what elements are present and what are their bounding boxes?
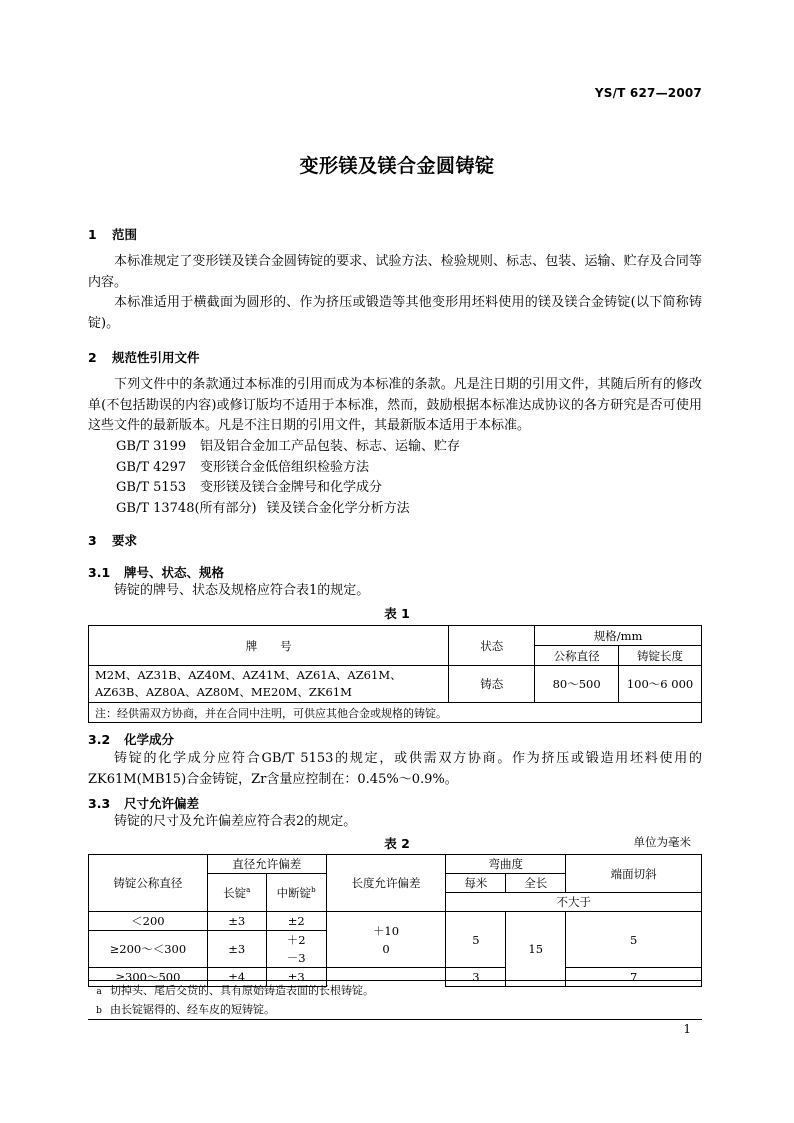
section-title: 尺寸允许偏差: [124, 796, 200, 811]
section-number: 1: [88, 227, 97, 242]
table-2-cell-long: ±3: [207, 931, 266, 968]
table-2-cell-bend-full: 15: [506, 912, 566, 987]
table-2-footnotes: [88, 981, 374, 1019]
table-1-cell-temper: 铸态: [449, 666, 535, 703]
table-2-cell-mid: ±3: [266, 968, 326, 987]
section-number: 2: [88, 350, 97, 365]
table-2: [88, 854, 702, 987]
table-2-cell-nominal: ≥200～＜300: [89, 931, 208, 968]
table-2-cell-slant: 7: [566, 968, 702, 987]
paragraph: 本标准适用于横截面为圆形的、作为挤压或锻造等其他变形用坯料使用的镁及镁合金铸锭(以下简称铸锭)。: [88, 295, 702, 331]
table-2-header-end-slant: 端面切斜: [566, 855, 702, 893]
table-2-cell-nominal: ≥300～500: [89, 968, 208, 987]
section-1-body: [88, 252, 702, 334]
footnote-mark: b: [311, 885, 316, 894]
table-2-cell-mid-plus: ＋2: [266, 931, 326, 950]
table-2-cell-nominal: ＜200: [89, 912, 208, 931]
table-1-header-spec: 规格/mm: [535, 626, 702, 646]
section-number: 3.2: [88, 732, 111, 747]
table-2-header-bend: 弯曲度: [446, 855, 566, 874]
section-3-2-body: [88, 749, 702, 790]
footnote-bottom-rule: [88, 1019, 702, 1020]
reference-title: 变形镁及镁合金牌号和化学成分: [200, 480, 383, 495]
table-2-header-not-more: 不大于: [446, 893, 702, 912]
table-2-header-length-tol: 长度允许偏差: [326, 855, 446, 912]
table-1-header-temper: 状态: [449, 626, 535, 666]
section-3-heading: [88, 531, 137, 549]
section-1-heading: [88, 225, 137, 243]
footnote-mark: b: [96, 1006, 102, 1016]
paragraph: 本标准规定了变形镁及镁合金圆铸锭的要求、试验方法、检验规则、标志、包装、运输、贮存及合同等内容。: [88, 254, 702, 290]
length-tol-zero: 0: [382, 941, 390, 956]
table-2-header-long-ingot: [207, 874, 266, 912]
reference-code: GB/T 5153: [116, 480, 187, 495]
table-2-cell-bend-per-m: 3: [446, 968, 506, 987]
table-1-header-diameter: 公称直径: [535, 646, 619, 666]
table-2-cell-slant: 5: [566, 912, 702, 968]
table-2-header-full: 全长: [506, 874, 566, 893]
section-title: 要求: [112, 533, 138, 548]
paragraph: 下列文件中的条款通过本标准的引用而成为本标准的条款。凡是注日期的引用文件，其随后所有的修改单(不包括勘误的内容)或修订版均不适用于本标准，然而，鼓励根据本标准达成协议的各方研究是否可使用这些文件的最新版本。凡是不注日期的引用文件，其最新版本适用于本标准。: [88, 377, 702, 433]
table-2-cell-long: ±4: [207, 968, 266, 987]
table-2-cell-long: ±3: [207, 912, 266, 931]
table-2-cell-length-tol: [326, 912, 446, 968]
section-3-1-heading: [88, 563, 224, 581]
section-number: 3: [88, 533, 97, 548]
table-2-header-dia-tol: 直径允许偏差: [207, 855, 326, 874]
table-1-caption: 表 1: [384, 606, 410, 621]
section-2-heading: [88, 348, 200, 366]
section-number: 3.1: [88, 565, 111, 580]
table-1-cell-grade: M2M、AZ31B、AZ40M、AZ41M、AZ61A、AZ61M、AZ63B、AZ80A、AZ80M、ME20M、ZK61M: [89, 666, 449, 703]
reference-code: GB/T 13748(所有部分): [116, 500, 257, 516]
section-3-1-body: [88, 581, 702, 602]
table-1-note: 注：经供需双方协商，并在合同中注明，可供应其他合金或规格的铸锭。: [89, 703, 702, 723]
reference-item: [116, 437, 460, 458]
header-text: 中断锭: [276, 885, 312, 900]
header-text: 长锭: [223, 885, 247, 900]
table-1-header-length: 铸锭长度: [619, 646, 702, 666]
section-2-body: [88, 375, 702, 437]
standard-code: YS/T 627—2007: [594, 86, 702, 100]
table-2-cell-bend-per-m: 5: [446, 912, 506, 968]
reference-list: [116, 437, 460, 519]
reference-code: GB/T 4297: [116, 459, 187, 475]
reference-code: GB/T 3199: [116, 439, 187, 454]
footnote-text: 切掉头、尾后交货的、具有原始铸造表面的长根铸锭。: [110, 984, 374, 997]
reference-title: 变形镁合金低倍组织检验方法: [200, 459, 370, 475]
footnote-mark: a: [96, 987, 102, 997]
table-2-cell-mid: ±2: [266, 912, 326, 931]
section-number: 3.3: [88, 796, 111, 811]
table-1-header-grade: 牌 号: [89, 626, 449, 666]
section-title: 规范性引用文件: [112, 350, 200, 365]
footnote-text: 由长锭锯得的、经车皮的短铸锭。: [110, 1003, 275, 1016]
section-3-3-body: [88, 812, 702, 833]
table-2-header-mid-cut: [266, 874, 326, 912]
page-number: 1: [683, 1022, 691, 1036]
paragraph: 铸锭的尺寸及允许偏差应符合表2的规定。: [114, 814, 357, 829]
reference-item: [116, 499, 460, 520]
table-1-cell-length: 100～6 000: [619, 666, 702, 703]
table-1: [88, 625, 702, 723]
reference-item: [116, 458, 460, 479]
reference-title: 铝及铝合金加工产品包装、标志、运输、贮存: [200, 439, 461, 454]
table-2-caption: 表 2: [384, 836, 410, 851]
footnote: [88, 1000, 374, 1019]
paragraph: 铸锭的化学成分应符合GB/T 5153的规定，或供需双方协商。作为挤压或锻造用坯料使用的ZK61M(MB15)合金铸锭，Zr含量应控制在：0.45%～0.9%。: [88, 751, 702, 787]
table-2-header-per-m: 每米: [446, 874, 506, 893]
section-3-2-heading: [88, 730, 174, 748]
section-title: 牌号、状态、规格: [124, 565, 225, 580]
length-tol-plus: ＋10: [372, 923, 400, 938]
section-title: 范围: [112, 227, 138, 242]
table-2-header-nominal: 铸锭公称直径: [89, 855, 208, 912]
table-2-cell-mid-minus: －3: [266, 949, 326, 968]
reference-title: 镁及镁合金化学分析方法: [266, 500, 410, 516]
footnote-mark: a: [246, 885, 251, 894]
table-1-cell-diameter: 80～500: [535, 666, 619, 703]
document-title: 变形镁及镁合金圆铸锭: [299, 155, 495, 177]
section-3-3-heading: [88, 794, 199, 812]
footnote: [88, 981, 374, 1000]
table-2-unit: 单位为毫米: [633, 835, 691, 849]
paragraph: 铸锭的牌号、状态及规格应符合表1的规定。: [114, 583, 370, 598]
reference-item: [116, 478, 460, 499]
section-title: 化学成分: [124, 732, 175, 747]
